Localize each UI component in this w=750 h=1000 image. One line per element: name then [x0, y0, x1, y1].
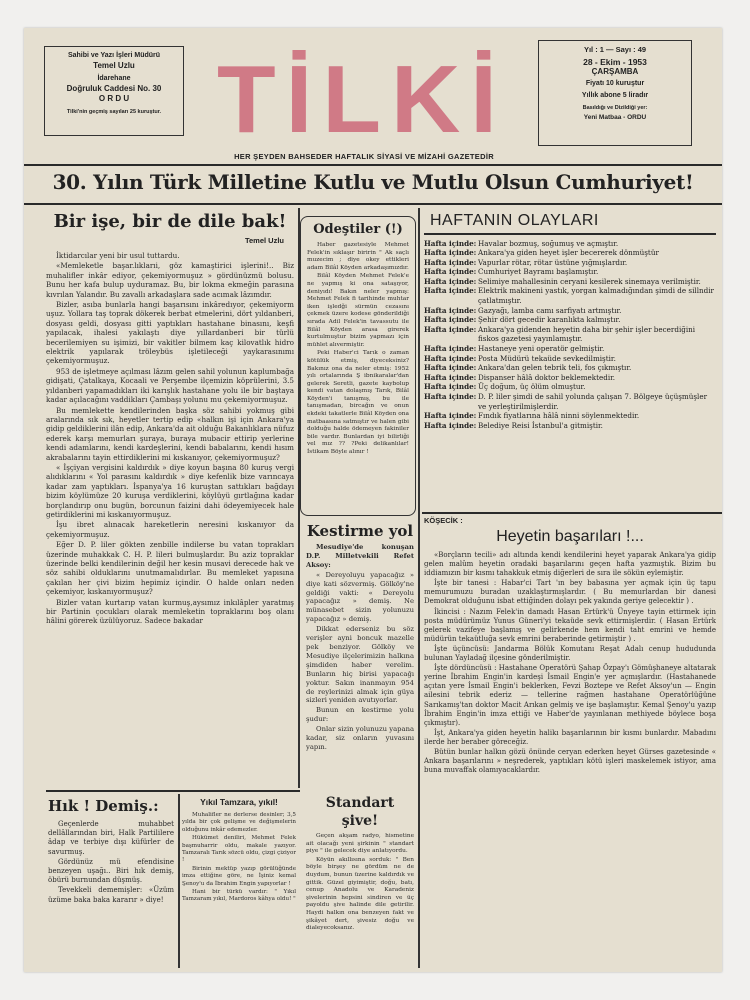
- haftanin-title: HAFTANIN OLAYLARI: [430, 212, 599, 229]
- haftanin-rule: [424, 233, 716, 235]
- event-prefix: Hafta içinde:: [424, 248, 477, 258]
- publisher-line: Sahibi ve Yazı İşleri Müdürü: [67, 52, 161, 59]
- paragraph: İkincisi : Nazım Felek'in damadı Hasan Ertürk'ü Ünyeye tayin ettirmek için posta müdürümüz Yunus Güneri'yi tekaüde sevk ettirmişlerdir. ( Hasan Ertürk gelerek vazifeye başlamış ve gelirkende hem kendi taht emrini ve hemde müdürün tekaütluğa sevk emrini beraberinde getirmiştir ) .: [424, 607, 716, 643]
- kestirme-title: Kestirme yol: [306, 522, 414, 540]
- event-prefix: Hafta içinde:: [424, 382, 477, 392]
- event-text: Belediye Reisi İstanbul'a gitmiştir.: [478, 420, 603, 430]
- event-text: Ankara'ya gidenden heyetin daha bir şehir işler becerdiğini fiskos gazetesi yayınlamıştır.: [478, 324, 696, 344]
- issue-price: Fiyatı 10 kuruştur: [585, 80, 645, 87]
- event-text: Cumhuriyet Bayramı başlamıştır.: [478, 267, 599, 277]
- hik-body: [48, 820, 174, 905]
- paragraph: Gördünüz mü efendisine benzeyen uşağı.. Biri hık demiş, öbürü burnundan düşmüş.: [48, 857, 174, 885]
- section-rule: [422, 512, 722, 514]
- yikil-body: [182, 812, 296, 904]
- header-rule: [24, 164, 722, 166]
- hik-demis-article: [48, 796, 174, 968]
- event-prefix: Hafta içinde:: [424, 324, 477, 334]
- column-rule: [418, 208, 420, 968]
- paragraph: Hükümet deniliri, Mehmet Felek başmuharrir oldu, makale yazıyor. Tamzaralı Tarık sözcü oldu, çizgi çiziyor !: [182, 835, 296, 864]
- publisher-city: O R D U: [98, 94, 130, 103]
- publisher-address: Doğruluk Caddesi No. 30: [66, 84, 162, 93]
- paragraph: Köyün akıllısına sorduk: " Ben böyle birşey ne gördüm ne de duydum, bunun üzerine kaldırdık ve gittik. Güzel giyimiştir, doğu, batı, cenup Anadolu ve Karadeniz şivelerinin hepsini sindiren ve üç payoldu şive halinde dile getirilir. Haydi halkın ona benzeyen fakt ve şikâyet dert, şivesiz doğu ve dialeyecoksanız.: [306, 856, 414, 932]
- paragraph: « İşçiyan vergisini kaldırdık » diye koyun başına 80 kuruş vergi alıdıklarını « Yol parasını kaldırdık » diye kefenlik bize varıncaya kadar zam yaptıkları. İspanya'ya 16 kuruştan sattıkları bağdayı bizim köylümüze 20 kuruşa verdiklerini, köylüyü gırtlağına kadar borçlandırıp onu bugün, borcunun faizini dahi ödeyemiyecek hale getirdiklerini mi kıskanıyormuşuz.: [46, 462, 294, 519]
- event-text: Ankara'ya giden heyet işler becererek dönmüştür: [478, 248, 659, 258]
- event-text: D. P. liler şimdi de sahil yolunda çalışan 7. Bölgeye üçüşmüşler ve yerleştirilmişlerdir.: [478, 392, 708, 411]
- event-prefix: Hafta içinde:: [424, 238, 477, 248]
- haftanin-olaylari: [424, 211, 716, 507]
- event-text: Havalar bozmuş, soğumuş ve açmıştır.: [478, 238, 619, 248]
- paragraph: Haber gazetesiyle Mehmet Felek'in sıklaşır biririn " Ak saçlı muzecim ; diye okey ettikleri adam Bilâl Köyden arkadaşımızdır.: [307, 242, 409, 271]
- paragraph: Geçen akşam radyo, hismetine ait olacağı yeni şirkinin " standart piye " ile gelecek diye anlatıyordu.: [306, 833, 414, 855]
- paragraph: Bunun en kestirme yolu şudur:: [306, 706, 414, 724]
- event-item: [424, 286, 716, 305]
- odestiler-box: [300, 216, 416, 516]
- issue-day: ÇARŞAMBA: [591, 67, 639, 76]
- yikil-title: Yıkıl Tamzara, yıkıl!: [200, 797, 278, 807]
- event-prefix: Hafta içinde:: [424, 411, 477, 421]
- event-prefix: Hafta içinde:: [424, 372, 477, 382]
- yikil-article: [182, 796, 296, 968]
- event-prefix: Hafta içinde:: [424, 344, 477, 354]
- paragraph: İşt, Ankara'ya giden heyetin halikı başarılarının bir kısmı bunlardır. Mabadını ilerde her beraber göreceğiz.: [424, 728, 716, 746]
- paragraph: İşte üçüncüsü: Jandarma Bölük Komutanı Reşat Adalı cenup hududunda bulunan Yayladağ ilçesine gönderilmiştir.: [424, 644, 716, 663]
- paragraph: Dikkat ederseniz bu söz verişler ayni boncuk mazelle pek benziyor. Gölköy ve Mesudiye ilçelerimizin halkına şimdiden haber verelim. Bunların hiç birisi yapacağı yoktur. Sakın inanmayın 954 de reylerinizi almak için güya sizleri yeniden avutıyorlar.: [306, 625, 414, 705]
- event-text: Selimiye mahallesinin ceryani kesilerek sinemaya verilmiştir.: [478, 276, 701, 286]
- paragraph: Birinin mektüp yazıp görülüğünde imza ettiğine göre, ne İşiniz kemal Şenoy'u da İbrahim Engin yapıyorlar !: [182, 865, 296, 887]
- banner-headline: 30. Yılın Türk Milletine Kutlu ve Mutlu Olsun Cumhuriyet!: [52, 170, 694, 194]
- event-text: Posta Müdürü tekaüde sevkedilmiştir.: [478, 353, 616, 363]
- paragraph: Bizler, asıba bunlarla hangi başarısını inkâredıyor, çekemiyorm uşuz. Yollara taş toprak dökerek berbat etmelerini, dört yıldanberi, dosyası geldi, dosyası gitti yaptıkları hastahane binasını, keşfi yapılacak, ihalesi yakılaştı diye yıllardanberi bir türlü becerilemiyen su işimizi, bir vakitler bilmem kaç kilovatlık hidro elektrik yapılarak tröleybüs işletileceği yaykarasınımı çekemiyormuşuz.: [46, 300, 294, 366]
- event-item: [424, 392, 716, 411]
- paragraph: «Borçların tecili» adı altında kendi kendilerini heyet yaparak Ankara'ya gidip gelen malûm heyetin oradaki başarılarını geçen hafta yazmıştık. Bizim bu iddiamızın bir kısmı tahakkuk etmiş diğerleri de sıra ile sökün eylemiştir.: [424, 551, 716, 578]
- paragraph: Eğer D. P. liler gökten zenbille indilerse bu vatan toprakları üzerinde muhakkak C. H. P. lileri bulmuşlardır. Bu aziz topraklar üzerinde belki kendilerinin değil her kesin musavi derecede hak ve söz sahibi olduklarını unutmamalıdırlar. Bu memleket yapısına çakılan her çivi bizim hepimiz içindir. O halde onları neden çekemiyor, kıskanıyormuşuz?: [46, 540, 294, 597]
- event-item: [424, 258, 716, 268]
- odestiler-body: [301, 239, 415, 461]
- standart-body: [306, 833, 414, 933]
- event-item: [424, 239, 716, 249]
- event-prefix: Hafta içinde:: [424, 392, 477, 401]
- paragraph: İşu ibret alınacak hareketlerin neresini kıskanıyor da çekemiyormuşuz.: [46, 520, 294, 539]
- paragraph: Hani bir türkü vardır: " Yıkıl Tamzaram yıkıl, Mardoros kâhya oldu! ": [182, 889, 296, 903]
- paragraph: Bilâl Köyden Mehmet Felek'e ne yapmış ki ona sataşıyor, deniyıdı! Bakın neler yapmış: Mehmet Felek fi tarihinde muhtar iken işledği sürmün cezasını çekmek üzere kodese gönderildiği sırada Adil Felek'in tavassutu ile Bilâl Köyden arasa girerek kurtulmuştur bizim yapmazı için mühlet alıvermiştir.: [307, 273, 409, 348]
- event-text: Ankara'dan gelen tebrik teli, fos çıkmıştır.: [478, 363, 632, 373]
- paragraph: Mesudiye'de konuşan D.P. Milletvekili Refet Aksoy:: [306, 543, 414, 569]
- standart-article: [306, 794, 414, 968]
- event-prefix: Hafta içinde:: [424, 305, 477, 315]
- paragraph: İşte bir tanesi : Habar'ci Tart 'ın bey babasına yer açmak için üç tapu memurumuzu buradan uzaklaştırmışlardır. ( Bu memurlardan bir danesi Demokrat olduğunu isbat ettiğinden dolayı pek yakında geriye gelecektir ) .: [424, 579, 716, 606]
- publisher-name: Temel Uzlu: [93, 61, 135, 70]
- publisher-line: İdarehane: [97, 75, 131, 82]
- kosecik-title: Heyetin başarıları !...: [496, 528, 644, 545]
- masthead-tagline: HER ŞEYDEN BAHSEDER HAFTALIK SİYASİ VE MİZAHİ GAZETEDİR: [234, 152, 494, 161]
- event-item: [424, 315, 716, 325]
- paragraph: «Memleketle başar.lıklarıi, göz kamaştirici işlerini!.. Biz muhalifler inkâr ediyor, çekemiyormuşuz » gördünüzmü bolusu. Bunu her kafa bulup uyduramaz. Bu, bir lokma ekmeğin parasına kıvrılan Yalandır. Bu zavallı arkadaşlara sade acımak lâzımdır.: [46, 261, 294, 299]
- event-text: Elektrik makineni yastık, yorgan kalmadığından şimdi de sillndir çatlatmıştır.: [478, 286, 714, 306]
- event-text: Hastaneye yeni operatör gelmiştir.: [478, 344, 605, 354]
- issue-subscription: Yıllık abone 5 liradır: [581, 92, 649, 99]
- column-rule: [178, 794, 180, 968]
- newspaper-page: [24, 28, 722, 972]
- event-prefix: Hafta içinde:: [424, 267, 477, 277]
- kestirme-article: [306, 522, 414, 792]
- event-item: [424, 248, 716, 258]
- hik-title: Hık ! Demiş.:: [48, 797, 159, 815]
- event-prefix: Hafta içinde:: [424, 315, 477, 325]
- bottom-rule: [46, 790, 300, 792]
- event-text: Dispanser hâlâ doktor beklemektedir.: [478, 372, 616, 382]
- odestiler-title: Odeştiler (!): [313, 222, 403, 237]
- banner-rule: [24, 203, 722, 205]
- issue-info-box: [538, 40, 692, 146]
- paragraph: Muhalifler ne derlerse desinler; 3,5 yılda bir çok gelişme ve değişmelerin olduğunu inkâr edemezler.: [182, 812, 296, 833]
- kestirme-body: [306, 543, 414, 752]
- event-item: [424, 277, 716, 287]
- kosecik-article: [424, 516, 716, 968]
- paragraph: 953 de işletmeye açılması lâzım gelen sahil yolunun kaplumbağa gidişati, Çatalkaya, Kocaali ve Perşembe ilçemizin köprülerini, 3.5 yıldanberi yapamadıkları iki karışlık hastahane yolu ile bir baştaya kadar açılacağını vaddikları Çambaşı yolunu mu çekemiyormuşuz.: [46, 366, 294, 405]
- paragraph: Onlar sizin yolunuzu yapana kadar, siz onların yuvasını yapın.: [306, 725, 414, 751]
- masthead-logo: TİLKİ: [217, 46, 507, 153]
- event-item: [424, 354, 716, 364]
- issue-printer-label: Basıldığı ve Dizildiği yer:: [582, 105, 648, 111]
- event-item: [424, 411, 716, 421]
- event-item: [424, 306, 716, 316]
- paragraph: İktidarcılar yeni bir usul tuttardu.: [56, 251, 180, 260]
- event-item: [424, 363, 716, 373]
- issue-number: Yıl : 1 — Sayı : 49: [583, 45, 647, 54]
- kosecik-label: KÖŞECİK :: [424, 516, 463, 525]
- issue-printer: Yeni Matbaa - ORDU: [583, 114, 647, 121]
- event-item: [424, 373, 716, 383]
- event-item: [424, 344, 716, 354]
- event-text: Gazyağı, lamba camı sarfiyatı artmıştır.: [478, 305, 622, 315]
- main-article: [46, 211, 294, 783]
- event-item: [424, 325, 716, 344]
- paragraph: Bütün bunlar halkın gözü önünde ceryan ederken heyet Gürses gazetesinde « Ankara başarılarını » neşrederek, yaptıkları kötü işleri maskelemek istiyor, ama buna muvaffak olamıyacaklardır.: [424, 747, 716, 775]
- event-prefix: Hafta içinde:: [424, 286, 477, 296]
- paragraph: Peki Haber'ci Tarık o zaman kötülük etmiş, diyeceksiniz? Bakınız ona da neler etmiş: 1952 yılı ortalarında Ş ibnikaralar'dan gelerek Seretli, gazete kaybolup kendi vatan dolaşmış Tarık, Bilâl Köyden'i tanışmış, bu ile tanışmadan, bircağın ve onun ekdeki takatlerle Bilâl Köyden ona matbaasına satmıştır ve halen gibi dolduğu halde ödemeyen fakiniler bile vardır. Bunlardan iyi bilirliği vel mız ?? ?Peki delikanlılar! İstikam Böyle alınır !: [307, 350, 409, 456]
- haftanin-list: [424, 239, 716, 431]
- paragraph: Bu memlekette kendilerinden başka söz sahibi yokmuş gibi aralarında sık sık, heyetler tertip edip «halkın işi için Ankara'ya gidip geldiklerini ilân edip, Ankara'da ait olduğu Bakanlıklara nüfuz ederek karşı memurları şuraya, buraya mubacir ettirip yerlerine kendi adamlarını, kendi kardeşlerini, kendi babalarını, kendi hısım akrabalarını tayin ettirdiklerini mi kıskanıyor, çekemiyormuşuz?: [46, 405, 294, 462]
- standart-title: Standart şive!: [325, 795, 395, 829]
- main-article-body: [46, 251, 294, 626]
- event-prefix: Hafta içinde:: [424, 257, 477, 267]
- event-prefix: Hafta içinde:: [424, 276, 477, 286]
- publisher-box: [44, 46, 184, 136]
- event-item: [424, 421, 716, 431]
- paragraph: Tevekkeli dememişler: «Üzüm üzüme baka baka kararır » diye!: [48, 886, 174, 904]
- publisher-note: Tilki'nin geçmiş sayıları 25 kuruştur.: [66, 109, 162, 115]
- paragraph: İşte dördüncüsü : Hastahane Operatörü Şahap Özpay'ı Gömüşhaneye altatarak yerine İbrahim Engin'in kardeşi İsmail Engin'e yer açmışlardır. (Hastahanede açıtan yere İsmail Engin'i beklerken, Fevzi Boztepe ve Refet Aksoy'un — Engin ailesini tebrik ederiz — tellerine rağmen hastahane Operatörlüğüne Sarıkamış'tan doktor Macit Arıkan gelmiş ve işe başlamıştır. Kemal Şenoy'u yazıp İbrahim Engin'in imza ettiği ve Haber'de yayınlanan methiyede böylece boşa çıkmıştır).: [424, 664, 716, 727]
- event-prefix: Hafta içinde:: [424, 420, 477, 430]
- main-article-author: Temel Uzlu: [244, 236, 284, 245]
- kosecik-body: [424, 551, 716, 775]
- paragraph: Bizler vatan kurtarıp vatan kurmuş,aysımız inkılâpler yaratmış bir Partinin çocukları olarak memleketin topraklarını boş olanı hâlini görerek üzülüyoruz. Sadece bakadar: [46, 597, 294, 626]
- event-text: Vapurlar rötar, rötar üstüne yığmışlardır.: [478, 257, 628, 267]
- paragraph: « Dereyoluyu yapacağız » diye kati sözvermiş. Gölköy'ne geldiği vakti: « Dereyolu yapacağız » demiş. Ne münasebet sizin yolunuzu yapacağız » demiş.: [306, 570, 414, 624]
- event-item: [424, 382, 716, 392]
- event-prefix: Hafta içinde:: [424, 353, 477, 363]
- main-article-title: Bir işe, bir de dile bak!: [53, 211, 287, 232]
- event-text: Fındık fiyatlarına hâlâ ninni söylenmektedir.: [478, 411, 640, 421]
- event-prefix: Hafta içinde:: [424, 363, 477, 373]
- issue-date: 28 - Ekim - 1953: [583, 57, 647, 67]
- event-text: Şehir dört gecedir karanlıkta kalmıştır.: [478, 315, 621, 325]
- event-text: Üç doğum, üç ölüm olmuştur.: [478, 382, 586, 392]
- paragraph: Geçenlerde muhabbet dellâllarından biri, Halk Partililere âdap ve terbiye dışı küfürler de savurmuş.: [48, 820, 174, 856]
- event-item: [424, 267, 716, 277]
